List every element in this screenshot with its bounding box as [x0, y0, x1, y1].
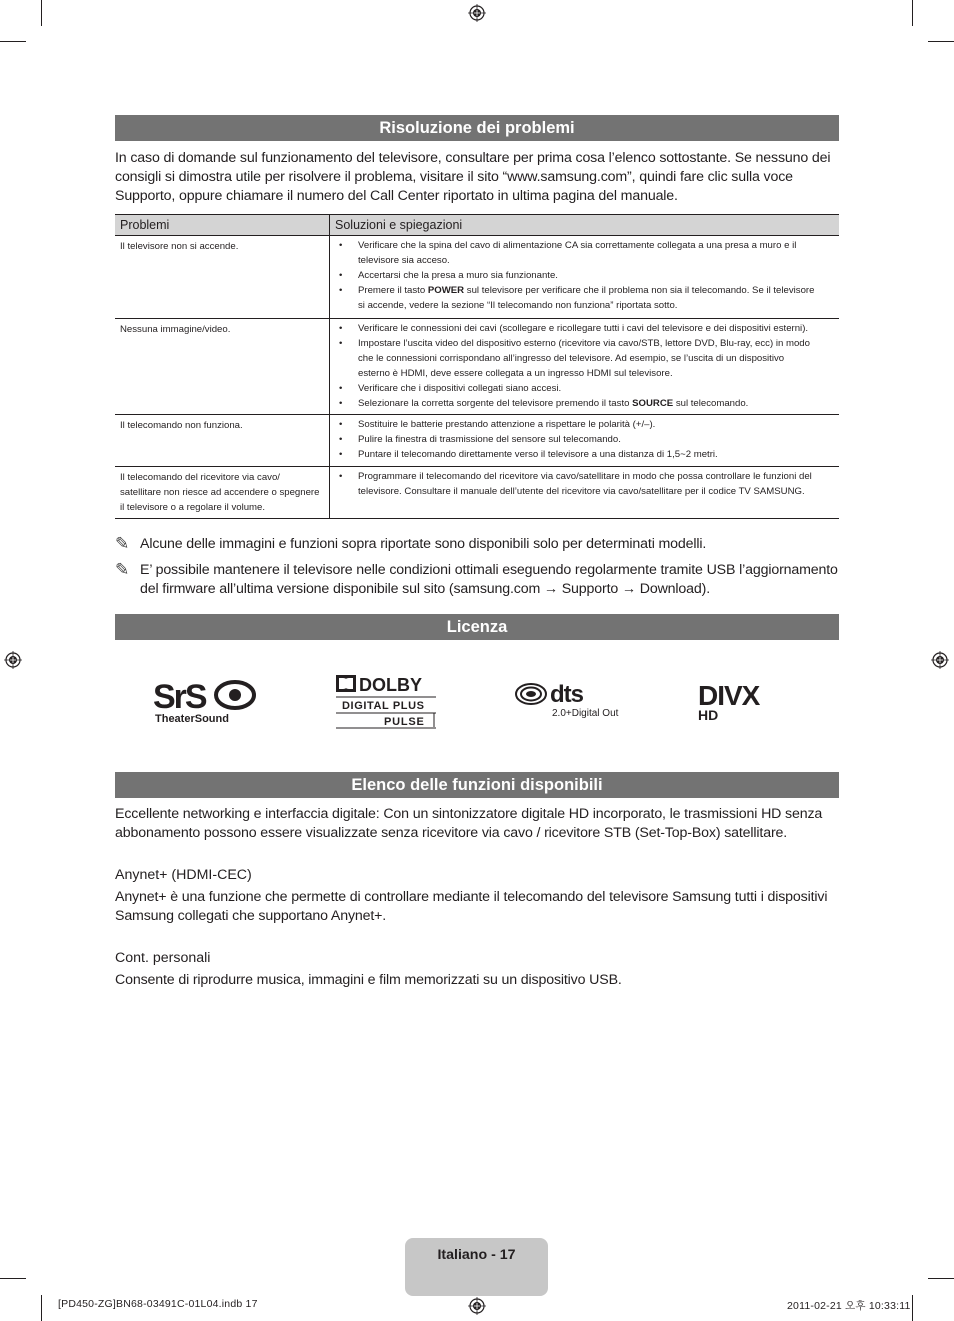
crop-mark: [0, 41, 26, 42]
crop-mark: [912, 1295, 913, 1321]
solution-cell: [330, 415, 840, 467]
table-row: [115, 415, 839, 467]
page-number: Italiano - 17: [437, 1247, 516, 1263]
solution-cell: [330, 319, 840, 415]
table-row: [115, 319, 839, 415]
solution-item: • Programmare il telecomando del ricevitore via cavo/satellitare in modo che possa controllare le funzioni del televisore. Consultare il manuale dell’utente del ricevitore via cavo/satellitare per il codice TV SAMSUNG.: [335, 469, 815, 499]
solution-item: • Selezionare la corretta sorgente del televisore premendo il tasto SOURCE sul telecomando.: [335, 396, 815, 411]
registration-mark-icon: [4, 651, 22, 669]
solution-item: • Verificare che la spina del cavo di alimentazione CA sia correttamente collegata a una presa a muro e il televisore sia acceso.: [335, 238, 815, 268]
dts-digital-out-logo-icon: [514, 680, 624, 720]
problem-cell: Il televisore non si accende.: [115, 236, 330, 319]
section-title-features: Elenco delle funzioni disponibili: [115, 772, 839, 798]
divx-hd-logo-icon: [698, 681, 798, 721]
section-title-license: Licenza: [115, 614, 839, 640]
crop-mark: [928, 41, 954, 42]
srs-theatersound-logo-icon: [153, 678, 257, 724]
dts-wordmark: dts: [550, 681, 583, 708]
problem-cell: Il telecomando del ricevitore via cavo/ satellitare non riesce ad accendere o spegnere il televisore o a regolare il volume.: [115, 467, 330, 519]
note: [115, 535, 839, 554]
troubleshooting-table: [115, 214, 839, 519]
license-logos: [115, 670, 839, 732]
note-text: E’ possibile mantenere il televisore nelle condizioni ottimali eseguendo regolarmente tramite USB l’aggiornamento del firmware all’ultima versione disponibile sul sito (samsung.com → Supporto → Download).: [140, 562, 838, 597]
content-title: Cont. personali: [115, 950, 211, 966]
dolby-digital-plus-pulse-logo-icon: [334, 674, 440, 730]
registration-mark-icon: [468, 1297, 486, 1315]
column-header-solutions: Soluzioni e spiegazioni: [330, 215, 840, 236]
table-row: [115, 236, 839, 319]
note-pencil-icon: ✎: [115, 560, 130, 579]
anynet-title: Anynet+ (HDMI-CEC): [115, 867, 252, 883]
solution-item: • Accertarsi che la presa a muro sia funzionante.: [335, 268, 815, 283]
solution-item: • Puntare il telecomando direttamente verso il televisore a una distanza di 1,5~2 metri.: [335, 447, 815, 462]
problem-cell: Nessuna immagine/video.: [115, 319, 330, 415]
note-text: Alcune delle immagini e funzioni sopra riportate sono disponibili solo per determinati modelli.: [140, 536, 707, 552]
dolby-line-2: PULSE: [384, 716, 425, 728]
troubleshooting-intro: In caso di domande sul funzionamento del televisore, consultare per prima cosa l’elenco sottostante. Se nessuno dei consigli si dimostra utile per risolvere il problema, visitare il sito “www.samsung.com”, quindi fare clic sulla voce Supporto, oppure chiamare il numero del Call Center riportato in ultima pagina del manuale.: [115, 150, 831, 204]
features-intro: Eccellente networking e interfaccia digitale: Con un sintonizzatore digitale HD incorporato, le trasmissioni HD senza abbonamento possono essere visualizzate senza ricevitore via cavo / ricevitore STB (Set-Top-Box) satellitare.: [115, 806, 823, 841]
file-slug: [PD450-ZG]BN68-03491C-01L04.indb 17: [58, 1298, 258, 1310]
dolby-wordmark: DOLBY: [359, 675, 422, 695]
solution-item: • Verificare che i dispositivi collegati siano accesi.: [335, 381, 815, 396]
divx-subtitle: HD: [698, 707, 719, 721]
column-header-problems: Problemi: [115, 215, 330, 236]
crop-mark: [41, 1295, 42, 1321]
crop-mark: [928, 1278, 954, 1279]
dts-subtitle: 2.0+Digital Out: [552, 708, 619, 719]
registration-mark-icon: [468, 4, 486, 22]
crop-mark: [41, 0, 42, 26]
solution-item: • Pulire la finestra di trasmissione del sensore sul telecomando.: [335, 432, 815, 447]
problem-cell: Il telecomando non funziona.: [115, 415, 330, 467]
print-timestamp: 2011-02-21 오후 10:33:11: [787, 1300, 911, 1312]
solution-item: • Impostare l’uscita video del dispositivo esterno (ricevitore via cavo/STB, lettore DVD, Blu-ray, ecc) in modo che le connessioni corrispondano all’ingresso del televisore. Ad esempio, se l’uscita di un dispositivo esterno è HDMI, deve essere collegata a un ingresso HDMI sul televisore.: [335, 336, 815, 381]
svg-text:SrS: SrS: [153, 678, 206, 716]
note-pencil-icon: ✎: [115, 534, 130, 553]
solution-cell: [330, 236, 840, 319]
table-header-row: [115, 215, 839, 236]
content-text: Consente di riprodurre musica, immagini e film memorizzati su un dispositivo USB.: [115, 972, 622, 988]
solution-item: • Verificare le connessioni dei cavi (scollegare e ricollegare tutti i cavi del televisore e dei dispositivi esterni).: [335, 321, 815, 336]
crop-mark: [0, 1278, 26, 1279]
table-row: [115, 467, 839, 519]
registration-mark-icon: [931, 651, 949, 669]
solution-cell: [330, 467, 840, 519]
anynet-text: Anynet+ è una funzione che permette di controllare mediante il telecomando del televisore Samsung tutti i dispositivi Samsung collegati che supportano Anynet+.: [115, 889, 828, 924]
section-title-troubleshooting: Risoluzione dei problemi: [115, 115, 839, 141]
divx-wordmark: DIVX: [698, 681, 760, 711]
solution-item: • Sostituire le batterie prestando attenzione a rispettare le polarità (+/–).: [335, 417, 815, 432]
note: [115, 561, 839, 599]
crop-mark: [912, 0, 913, 26]
srs-subtitle: TheaterSound: [155, 713, 229, 724]
page-number-tab: [405, 1238, 548, 1296]
solution-item: • Premere il tasto POWER sul televisore per verificare che il problema non sia il telecomando. Se il televisore si accende, vedere la sezione “Il telecomando non funziona” riportata sotto.: [335, 283, 815, 313]
dolby-line-1: DIGITAL PLUS: [342, 700, 425, 712]
